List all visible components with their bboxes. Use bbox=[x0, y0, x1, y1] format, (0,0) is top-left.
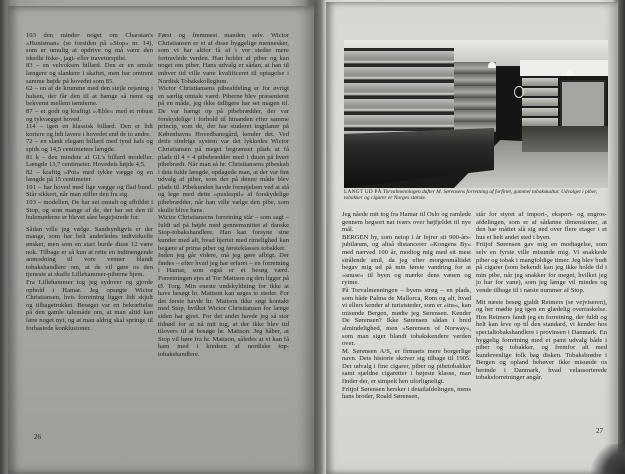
paragraph: På Torvalmenningen – byens strøg – en plads, som både Palma de Mallorca, Rom og alt, hvad vi ellers kender af turiststeder, som er »ins«, kan misunde Bergen, mødte jeg Sørensen. Kender De Sørensen? Ikke Sørensen sådan i bred almindelighed, men »Sørensen of Norway«, som man siger blandt tobakskendere verden over. bbox=[342, 286, 471, 348]
paragraph: BERGEN by, som netop i år fejrer sit 900-års-jubilæum, og altså distancerer »Kongens By« med nærved 100 år, modtog mig med sit mest strålende smil, da jeg efter morgenmåltidet begav mig ud på min første vandring for at »snuse« til byen og mærke dens væsen og rytme. bbox=[342, 233, 471, 287]
paragraph: 103 den minder noget om Charatan's »Huntsman« (se forsiden på »Stop« nr. 14), som er umulig at opdrive og må være den ideelle fiske-, jagt- eller traveturspibe. bbox=[26, 32, 153, 62]
left-page-column-1 bbox=[26, 32, 153, 332]
paragraph: 83 – en velvoksen billard. Den er en smule længere og slankere i skaftet, men har omtrent samme højde på hovedet som 85. bbox=[26, 62, 153, 85]
paragraph: 101 – har hoved med lige vægge og flad bund. Står sikkert, når man stiller den fra sig. bbox=[26, 183, 153, 199]
paragraph: Wictor Christiansens pibeafdeling er for øvrigt en særlig omtale værd. Piberne blev præsenteret på en måde, jeg ikke tidligere har set magen til. De var hængt op på pibebrædder, der var forskydelige i forhold til hinanden efter samme princip, som de, der har studeret togplaner på Københavns Hovedbanegård, kender det. Ved dette sindrige system var det lykkedes Wictor Christiansen på meget begrænset plads at få plads til 4 × 4 pibebrædder med 1 dusin på hvert pibebrædt. Når man så hr. Christiansens pibeskab i dets fulde længde, opdagede man, at der var fint udvalg af piber, som der på denne måde blev plads til. Pibekunden havde fornøjelsen ved at stå og lege med dette »puslespil« af forskydelige pibebrædder, når han ville vælge den pibe, som skulle blive hans. bbox=[158, 85, 289, 214]
paragraph: Fritjof Sørensen gav mig en modtagelse, som selv en fyrste ville misunde mig. Vi snakkede piber og tobak i mangfoldige timer. Jeg blev budt på cigarer (som bekendt kan jeg ikke holde ild i min pibe, når jeg snakker for meget, hvilket jeg jo har for vane), som jeg længe vil mindes og vende tilbage til i næste nummer af Stop. bbox=[476, 241, 607, 294]
paragraph: 81 k – den mindste af GL's billard modeller. Længde 13,7 centimeter. Hovedets højde 4,5. bbox=[26, 153, 153, 169]
paragraph: Først og fremmest manden selv. Wictor Christiansen er et af disse hyggelige mennesker, som vi har altfor få af i vor stedse mere fortravlede verden. Han holder af piber og kan noget om piber. Hans udvalg er sådan, at han til enhver tid ville være kvalificeret til optagelse i Nordisk Tobakskollegium. bbox=[158, 32, 289, 85]
paragraph: Inden jeg går videre, må jeg gøre afbigt. Der findes – efter hvad jeg har erfaret – en forretning i Hamar, som også er et besøg værd. Forretningen ejes af Tor Mattson og den ligger på Ø. Torg. Min eneste undskyldning for ikke at have besøgt hr. Mattson kan søges to steder. For det første havde hr. Mattson ikke søgt kontakt med Stop, hvilket Wictor Christiansen for længe siden har gjort. For det andet havde jeg så stor tidnød for at nå mit tog, at der ikke blev tid tilovers til at besøge hr. Mattson. Jeg håber, at Stop vil høre fra hr. Mattson, således at vi kan få ham med i kredsen af nordiske top-tobakshandlere. bbox=[158, 252, 289, 358]
paragraph: 82 – kraftig »Pot« med tykke vægge og en længde på 15 centimeter. bbox=[26, 168, 153, 184]
left-page-column-2 bbox=[158, 32, 289, 359]
page-number-right: 27 bbox=[596, 427, 603, 435]
right-page-column-1 bbox=[342, 211, 471, 401]
paragraph: Mit næste besøg gjaldt Reimers (se vejviseren), og her mødte jeg igen en glædelig overraskelse. Hos Reimers fandt jeg en forretning, der fuldt og helt kan leve op til den standard, vi kender hos specialtobakshandlere i provinsen i Danmark. En hyggelig forretning med et pænt udvalg både i piber og tobakker, og fremfor alt med kundevenlige folk bag disken. Tobaksbrødre i Bergen og opland behøver ikke misunde os herinde i Danmark, hvad velassorterede tobaksforretninger angår. bbox=[476, 298, 607, 382]
paragraph: Jeg nåede mit tog fra Hamar til Oslo og ramlede gennem begsort nat tværs over højfjeldet til nye mål. bbox=[342, 211, 471, 234]
paragraph: Sådan ville jeg vælge. Sandsynligvis er der mange, som har helt anderledes individuelle ønsker, men som en start burde disse 12 være nok. Tilbage er så kun at rette en indtrængende anmodning til vore venner blandt tobakshandlere om, at de vil gøre os den tjeneste at skaffe Lillehammer-piberne hjem. bbox=[26, 225, 153, 279]
photo-caption bbox=[344, 189, 608, 202]
right-page-column-2 bbox=[476, 211, 607, 382]
lamp-icon bbox=[488, 62, 496, 68]
clock-icon bbox=[514, 86, 524, 98]
paragraph: Wictor Christiansens forretning står – som sagt – fuldt ud på højde med gennemsnittet af danske Stop-tobakshandlere. Han kan forsyne sine kunder med alt, hvad hjertet med rimelighed kan begære af prima piber og førsteklasses tobakker. bbox=[158, 214, 289, 252]
shop-interior-photo bbox=[344, 40, 608, 188]
paragraph: Fra Lillehammer tog jeg sydover og gjorde ophold i Hamar. Jeg opsøgte Wictor Christiansen, hvis forretning ligger lidt skjult og tilbagetrukket. Besøget var en bekræftelse på den gamle talemåde om, at man altid kan lære noget nyt, og at man aldrig skal springe til forhastede konklusioner. bbox=[26, 279, 153, 332]
caption-lead: LANGT UD PÅ bbox=[344, 189, 382, 195]
paragraph: står for styret af import-, eksport- og engros-afdelingen, som er af sådanne dimensioner, at den har måttet slå sig ned over flere etager i et hus et helt andet sted i byen. bbox=[476, 211, 607, 241]
paragraph: 72 – en slank elegant billard med tynd hals og spids og 14,5 centimeters længde. bbox=[26, 138, 153, 153]
paragraph: 62 – en af de krumme med den stejle rejsning i halsen, der får den til at hænge så nemt og bekvemt mellem tænderne. bbox=[26, 85, 153, 108]
page-number-left: 26 bbox=[34, 433, 41, 441]
paragraph: Fritjof Sørensen hersker i detailafdelingen, mens hans broder, Roald Sørensen, bbox=[342, 385, 471, 401]
caption-text: Torvalmenningen dufter M. Sørensens forretning af forfinet, gammel tobakskultur. Udvalget i piber, tobakker og cigarer er Norges største. bbox=[344, 189, 598, 202]
page-corner-curl bbox=[585, 444, 625, 474]
lamp-icon bbox=[566, 70, 574, 76]
paragraph: 87 – et godt og kraftigt »Æble« med et robust og tykvægget hoved. bbox=[26, 107, 153, 123]
paragraph: M. Sørensen A/S, er firmaets mere borgerlige navn. Dets historie skriver sig tilbage til 1905. Det udvalg i fine cigarer, piber og pibetobakker samt sjældne cigaretter i højeste klasse, man finder der, er simpelt hen uforligneligt. bbox=[342, 347, 471, 386]
paragraph: 103 – modellen, De har set omtalt og afbildet i Stop, og som mange af de, der har set den til bulemøderne er blevet såre begejstrede for. bbox=[26, 199, 153, 222]
paragraph: 114 – igen en klassisk billard. Den er lidt kortere og lidt lavere i hovedet end de to andre. bbox=[26, 123, 153, 138]
